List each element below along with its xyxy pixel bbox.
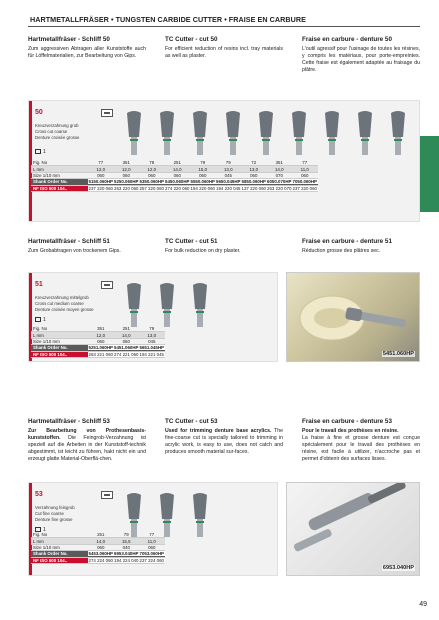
- table-cell: 12,0: [121, 166, 131, 172]
- table-row: [31, 352, 165, 358]
- package-qty: 1: [35, 527, 46, 533]
- text-en-body: Used for trimming denture base acrylics. The fine-coarse cut is specially tailored to trimming in acrylic work, is easy to use, does not catch and produces smooth material sur-faces.: [165, 428, 283, 455]
- cut-number: 51: [35, 281, 43, 288]
- row-label: NF ISO 500 104..: [33, 185, 68, 191]
- text-de-body: Zum Grobabtragen von trockenem Gips.: [28, 248, 121, 254]
- text-en: [165, 418, 283, 463]
- table-cell: 237 220 060: [88, 185, 113, 191]
- desc-de: Verzahnung feingrob: [35, 505, 75, 510]
- table-cell: 060: [148, 172, 156, 178]
- bur-icon: [259, 111, 273, 155]
- section-cut-53: [28, 418, 420, 463]
- table-cell: 251: [122, 326, 130, 332]
- table-cell: 060: [97, 338, 105, 344]
- cut-symbol-icon: [101, 281, 113, 289]
- text-fr: [302, 418, 420, 463]
- table-cell: 137 220 060: [241, 185, 266, 191]
- desc-en: Cut fine coarse: [35, 510, 64, 516]
- row-label: NF ISO 500 104..: [33, 351, 68, 357]
- bur-icon: [226, 111, 240, 155]
- table-cell: 263 220 060: [114, 185, 139, 191]
- table-row: [31, 186, 318, 192]
- title-fr: Fraise en carbure - denture 51: [302, 238, 392, 245]
- bur-icon: [193, 111, 207, 155]
- row-label: Fig. No: [33, 532, 48, 538]
- table-cell: 5453.060HP: [88, 551, 113, 557]
- table-cell: 045: [224, 172, 232, 178]
- table-cell: 274 220 060: [165, 185, 190, 191]
- text-de: [28, 36, 146, 74]
- page-header: [28, 14, 420, 27]
- cut-description: [35, 123, 79, 140]
- package-icon: [35, 149, 41, 154]
- title-fr: Fraise en carbure - denture 50: [302, 36, 392, 43]
- table-cell: 060: [97, 172, 105, 178]
- table-cell: 251: [173, 160, 181, 166]
- table-cell: 13,0: [147, 332, 157, 338]
- bur-icon: [127, 111, 141, 155]
- table-cell: 79: [225, 160, 231, 166]
- table-cell: 263 220 070: [267, 185, 292, 191]
- table-cell: 77: [149, 532, 155, 538]
- bur-icon: [292, 111, 306, 155]
- bur-images: [119, 279, 259, 332]
- table-cell: 257 220 060: [139, 185, 164, 191]
- text-fr-body: Pour le travail des prothèses en résine. La fraise à fine et grosse denture est conçue spécialement pour le travail des prothèses en résine, est facile à utilizer, n'accroche pas et permet d'obtenir des surfaces lisses.: [302, 428, 420, 462]
- text-de-body: Zur Bearbeitung von Prothesenbasis-kunststoffen. Die Feingrob-Verzahnung ist speziell auf die Arbeiten in der Kunststoff-technik abgestimmt, ist leicht zu führen, hakt nicht ein und erzeugt glatte Material-Oberflä-chen.: [28, 428, 146, 462]
- text-de: [28, 418, 146, 463]
- table-cell: 060: [199, 172, 207, 178]
- header-title: HARTMETALLFRÄSER • TUNGSTEN CARBIDE CUTTER • FRAISE EN CARBURE: [30, 15, 306, 24]
- order-table-51: [31, 326, 165, 358]
- bur-icon: [127, 493, 141, 537]
- table-cell: 040: [122, 544, 130, 550]
- table-cell: 194 224 040: [114, 557, 139, 563]
- table-cell: 060: [97, 544, 105, 550]
- table-cell: 5450.060HP: [165, 179, 190, 185]
- table-cell: 5850.060HP: [241, 179, 266, 185]
- table-cell: 6953.040HP: [114, 551, 139, 557]
- table-cell: 274 221 060: [114, 351, 139, 357]
- table-cell: 13,0: [223, 166, 233, 172]
- bur-icon: [193, 493, 207, 537]
- cut-number: 53: [35, 491, 43, 498]
- text-en-body: For efficient reduction of resins incl. tray materials as well as plaster.: [165, 46, 283, 59]
- title-de: Hartmetallfräser - Schliff 50: [28, 36, 110, 43]
- table-cell: 5451.060HP: [114, 345, 139, 351]
- cut-symbol-icon: [101, 109, 113, 117]
- table-cell: 77: [98, 160, 104, 166]
- table-cell: 77: [302, 160, 308, 166]
- table-cell: 351: [122, 160, 130, 166]
- row-label: Size 1/10 mm: [33, 172, 60, 178]
- text-fr-body: Réduction grosse des plâtres sec.: [302, 248, 381, 254]
- table-cell: 15,0: [198, 166, 208, 172]
- desc-fr: Denture fine grosse: [35, 516, 73, 522]
- table-cell: 060: [250, 172, 258, 178]
- table-cell: 11,0: [300, 166, 309, 172]
- table-cell: 237 220 060: [292, 185, 317, 191]
- section-cut-51: [28, 238, 420, 255]
- cut-symbol-icon: [101, 491, 113, 499]
- table-cell: 194 220 045: [216, 185, 241, 191]
- text-fr-body: L'outil agressif pour l'usinage de toutes les résines, y compris les matériaux, pour porte-empreintes. Cette fraise est également adaptée au fraisage du plâtre.: [302, 46, 420, 73]
- table-cell: 263 221 060: [88, 351, 113, 357]
- table-cell: 7050.060HP: [292, 179, 317, 185]
- table-cell: 72: [251, 160, 257, 166]
- table-cell: 15,5: [121, 538, 131, 544]
- package-qty: 1: [35, 149, 46, 155]
- table-cell: 274 224 060: [88, 557, 113, 563]
- desc-fr: Denture croisée moyen grosse: [35, 306, 94, 312]
- cut-description: [35, 295, 94, 312]
- table-cell: 12,0: [96, 332, 106, 338]
- title-en: TC Cutter - cut 51: [165, 238, 218, 245]
- row-label: L mm: [33, 332, 44, 338]
- application-photo-53: [286, 482, 420, 576]
- table-cell: 79: [200, 160, 206, 166]
- package-qty: 1: [35, 317, 46, 323]
- table-cell: 060: [122, 338, 130, 344]
- table-cell: 13,0: [249, 166, 259, 172]
- photo-illustration: [287, 483, 421, 577]
- row-label: L mm: [33, 166, 44, 172]
- table-cell: 5651.045HP: [139, 345, 164, 351]
- table-cell: 194 220 060: [190, 185, 215, 191]
- page-number: 49: [419, 601, 427, 608]
- table-cell: 251: [97, 532, 105, 538]
- bur-icon: [160, 283, 174, 327]
- desc-en: Cross cut coarse: [35, 128, 68, 134]
- section-cut-50: [28, 36, 420, 74]
- table-cell: 14,0: [121, 332, 131, 338]
- bur-icon: [193, 283, 207, 327]
- table-cell: 5550.060HP: [190, 179, 215, 185]
- row-label: NF ISO 500 104..: [33, 557, 68, 563]
- title-en: TC Cutter - cut 53: [165, 418, 218, 425]
- table-cell: 12,0: [96, 166, 106, 172]
- table-row: [31, 558, 165, 564]
- desc-en: Cross cut medium coarse: [35, 300, 84, 306]
- title-de: Hartmetallfräser - Schliff 53: [28, 418, 110, 425]
- desc-fr: Denture croisée grosse: [35, 134, 80, 140]
- order-table-53: [31, 532, 165, 564]
- table-cell: 060: [122, 172, 130, 178]
- row-label: Fig. No: [33, 326, 48, 332]
- row-label: Shank Order No.: [33, 179, 68, 185]
- cut-description: [35, 505, 75, 522]
- text-en: [165, 238, 283, 255]
- table-cell: 6050.070HP: [267, 179, 292, 185]
- table-cell: 5350.060HP: [139, 179, 164, 185]
- table-cell: 14,0: [96, 538, 106, 544]
- table-cell: 12,0: [147, 166, 157, 172]
- row-label: Fig. No: [33, 160, 48, 166]
- table-cell: 5150.060HP: [88, 179, 113, 185]
- text-fr: [302, 238, 420, 255]
- table-cell: 78: [149, 160, 155, 166]
- table-cell: 79: [123, 532, 129, 538]
- text-de-body: Zum aggressiven Abtragen aller Kunststoffe auch für Löffelmaterialien, zur Bearbeitung von Gips.: [28, 46, 146, 59]
- table-cell: 11,0: [147, 538, 156, 544]
- row-label: L mm: [33, 538, 44, 544]
- table-cell: 5250.060HP: [114, 179, 139, 185]
- bur-icon: [127, 283, 141, 327]
- table-cell: 194 221 045: [139, 351, 164, 357]
- table-cell: 070: [275, 172, 283, 178]
- table-cell: 060: [148, 544, 156, 550]
- section-color-tab: [420, 136, 439, 212]
- table-cell: 7053.060HP: [139, 551, 164, 557]
- bur-icon: [358, 111, 372, 155]
- bur-icon: [160, 493, 174, 537]
- photo-caption: 6953.040HP: [382, 565, 414, 571]
- cut-number: 50: [35, 109, 43, 116]
- title-en: TC Cutter - cut 50: [165, 36, 218, 43]
- bur-icon: [391, 111, 405, 155]
- table-cell: 351: [97, 326, 105, 332]
- row-label: Size 1/10 mm: [33, 544, 60, 550]
- desc-de: Kreuzverzahnung grob: [35, 123, 79, 128]
- title-de: Hartmetallfräser - Schliff 51: [28, 238, 110, 245]
- table-cell: 060: [301, 172, 309, 178]
- table-cell: 351: [275, 160, 283, 166]
- text-fr: [302, 36, 420, 74]
- application-photo-51: [286, 272, 420, 362]
- photo-illustration: [287, 273, 421, 363]
- bur-images: [119, 107, 419, 161]
- bur-icon: [160, 111, 174, 155]
- order-table-50: [31, 160, 318, 192]
- bur-icon: [325, 111, 339, 155]
- photo-caption: 5451.060HP: [382, 351, 414, 357]
- row-label: Size 1/10 mm: [33, 338, 60, 344]
- table-cell: 237 224 060: [139, 557, 164, 563]
- table-cell: 5650.045HP: [216, 179, 241, 185]
- table-cell: 14,0: [172, 166, 182, 172]
- table-cell: 79: [149, 326, 155, 332]
- title-fr: Fraise en carbure - denture 53: [302, 418, 392, 425]
- row-label: Shank Order No.: [33, 551, 68, 557]
- package-icon: [35, 317, 41, 322]
- text-de: [28, 238, 146, 255]
- table-cell: 14,0: [274, 166, 284, 172]
- text-en: [165, 36, 283, 74]
- table-cell: 060: [173, 172, 181, 178]
- row-label: Shank Order No.: [33, 345, 68, 351]
- text-en-body: For bulk reduction on dry plaster.: [165, 248, 241, 254]
- desc-de: Kreuzverzahnung mittelgrob: [35, 295, 89, 300]
- table-cell: 045: [148, 338, 156, 344]
- table-cell: 5251.060HP: [88, 345, 113, 351]
